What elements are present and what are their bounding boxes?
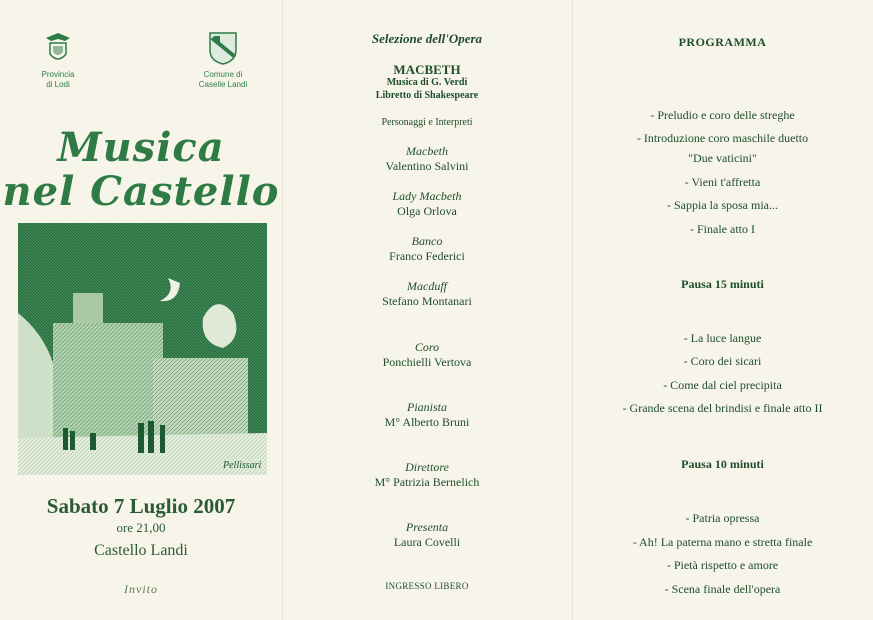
pause-2: Pausa 10 minuti: [681, 457, 764, 471]
entry-note: INGRESSO LIBERO: [385, 581, 469, 591]
program-item: - Pietà rispetto e amore: [666, 558, 779, 572]
program-item: - Finale atto I: [690, 222, 755, 236]
cast-role: Banco: [411, 234, 443, 248]
art-signature: Pellissari: [223, 460, 262, 471]
castle-illustration: [18, 223, 267, 475]
event-place: Castello Landi: [94, 542, 188, 559]
eagle-crest-icon: [43, 30, 73, 66]
title-line-2: nel Castello: [2, 168, 280, 215]
libretto-credit: Libretto di Shakespeare: [375, 90, 479, 101]
provincia-logo: [30, 30, 86, 90]
program-item: "Due vaticini": [688, 151, 757, 165]
cast-name: Olga Orlova: [397, 204, 457, 218]
cast-name: Ponchielli Vertova: [382, 355, 472, 369]
program-item: - Come dal ciel precipita: [663, 378, 782, 392]
program-panel: [572, 0, 873, 620]
program-item: - Preludio e coro delle streghe: [650, 108, 795, 122]
cast-name: Franco Federici: [389, 249, 465, 263]
program-item: - Coro dei sicari: [683, 354, 762, 368]
program-item: - Ah! La paterna mano e stretta finale: [632, 535, 813, 549]
cover-panel: [0, 0, 282, 620]
cast-role: Lady Macbeth: [392, 189, 462, 203]
cast-name: M° Alberto Bruni: [384, 415, 470, 429]
program-item: - Scena finale dell'opera: [664, 582, 781, 596]
cast-role: Presenta: [405, 520, 449, 534]
logo-left-line1: Provincia: [41, 70, 75, 79]
comune-logo: [190, 30, 256, 90]
program-item: - La luce langue: [683, 331, 762, 345]
cast-name: Laura Covelli: [393, 535, 461, 549]
shield-crest-icon: [207, 30, 239, 66]
event-time: ore 21,00: [116, 520, 166, 535]
cast-name: Valentino Salvini: [385, 159, 469, 173]
cast-name: Stefano Montanari: [382, 294, 472, 308]
event-date: Sabato 7 Luglio 2007: [46, 494, 236, 518]
characters-heading: Personaggi e Interpreti: [381, 117, 473, 128]
program-item: - Sappia la sposa mia...: [667, 198, 778, 212]
program-item: - Patria opressa: [685, 511, 760, 525]
music-credit: Musica di G. Verdi: [386, 77, 468, 88]
opera-title: MACBETH: [393, 62, 461, 77]
cast-role: Pianista: [406, 400, 447, 414]
logo-left-line2: di Lodi: [46, 80, 70, 89]
program-item: - Vieni t'affretta: [684, 175, 761, 189]
title-line-1: Musica: [57, 124, 225, 171]
program-heading: PROGRAMMA: [678, 35, 767, 49]
cast-role: Direttore: [405, 460, 449, 474]
section-heading: Selezione dell'Opera: [371, 31, 483, 46]
cast-role: Macduff: [407, 279, 447, 293]
logo-right-line1: Comune di: [203, 70, 243, 79]
cast-name: M° Patrizia Bernelich: [374, 475, 480, 489]
logo-right-line2: Caselle Landi: [198, 80, 248, 89]
cast-role: Macbeth: [406, 144, 448, 158]
cast-panel: [282, 0, 572, 620]
program-item: - Grande scena del brindisi e finale atto II: [622, 401, 823, 415]
program-item: - Introduzione coro maschile duetto: [636, 131, 809, 145]
cast-role: Coro: [414, 340, 440, 354]
pause-1: Pausa 15 minuti: [681, 277, 764, 291]
invite-label: Invito: [124, 582, 158, 596]
